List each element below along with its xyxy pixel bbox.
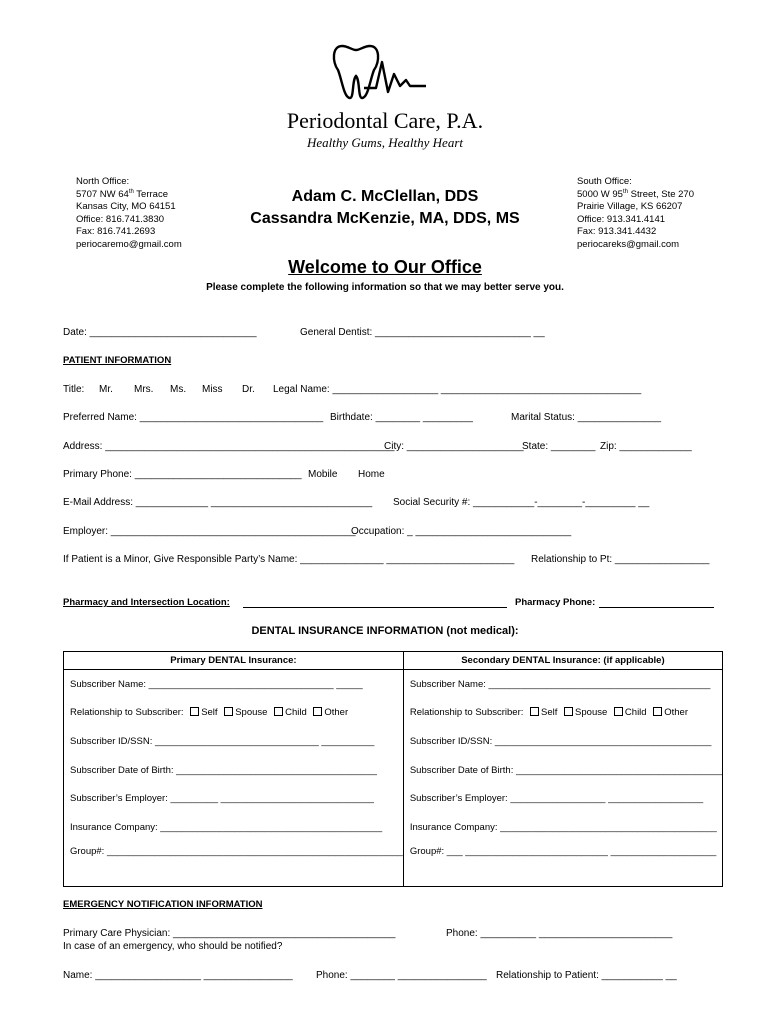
primary-phone-field[interactable]: Primary Phone: ______________________________ [63, 469, 302, 480]
address-field[interactable]: Address: ____________________________________________________ [63, 441, 395, 452]
option-label: Child [285, 707, 307, 719]
preferred-name-field[interactable]: Preferred Name: _________________________________ [63, 412, 324, 423]
primary-relationship [64, 699, 404, 728]
checkbox[interactable] [653, 707, 662, 716]
table-row [64, 842, 723, 887]
title-option-miss[interactable]: Miss [202, 384, 223, 395]
checkbox[interactable] [313, 707, 322, 716]
checkbox[interactable] [564, 707, 573, 716]
phone-type-mobile[interactable]: Mobile [308, 469, 338, 480]
pharmacy-phone-label: Pharmacy Phone: [515, 597, 596, 608]
primary-subscriber-dob[interactable]: Subscriber Date of Birth: ______________________________________ [64, 756, 404, 785]
north-office-phone: Office: 816.741.3830 [76, 213, 165, 225]
tooth-heartbeat-logo [330, 40, 440, 104]
option-label: Other [324, 707, 349, 719]
option-label: Other [664, 707, 688, 719]
north-office-title: North Office: [76, 176, 130, 187]
title-label: Title: [63, 384, 85, 395]
south-office-phone: Office: 913.341.4141 [577, 213, 666, 225]
insurance-section-title: DENTAL INSURANCE INFORMATION (not medical): [251, 625, 519, 637]
email-field[interactable]: E-Mail Address: _____________ _____________________________ [63, 497, 373, 508]
primary-subscriber-employer[interactable]: Subscriber’s Employer: _________ _____________________________ [64, 784, 404, 813]
option-label: Child [624, 707, 647, 719]
primary-subscriber-name[interactable]: Subscriber Name: ___________________________________ _____ [64, 670, 404, 699]
table-row [64, 756, 723, 785]
north-office-address2: Kansas City, MO 64151 [76, 201, 176, 213]
emergency-heading: EMERGENCY NOTIFICATION INFORMATION [63, 899, 263, 910]
emergency-contact-phone-field[interactable]: Phone: ________ ________________ [316, 970, 487, 981]
south-office-fax: Fax: 913.341.4432 [577, 226, 657, 238]
date-field[interactable]: Date: ______________________________ [63, 327, 257, 338]
pharmacy-location-line[interactable] [243, 607, 507, 608]
title-option-dr[interactable]: Dr. [242, 384, 255, 395]
table-row [64, 670, 723, 699]
table-row [64, 813, 723, 842]
option-label: Spouse [235, 707, 268, 719]
secondary-subscriber-dob[interactable]: Subscriber Date of Birth: _______________________________________ [403, 756, 722, 785]
legal-name-field[interactable]: Legal Name: ___________________ ____________________________________ [273, 384, 642, 395]
relationship-to-pt-field[interactable]: Relationship to Pt: _________________ [531, 554, 710, 565]
welcome-subtitle: Please complete the following information so that we may better serve you. [206, 282, 564, 293]
birthdate-field[interactable]: Birthdate: ________ _________ [330, 412, 473, 423]
practice-name: Periodontal Care, P.A. [286, 108, 484, 133]
primary-insurance-header: Primary DENTAL Insurance: [64, 652, 404, 670]
employer-field[interactable]: Employer: ____________________________________________ [63, 526, 356, 537]
physician-phone-field[interactable]: Phone: __________ ________________________ [446, 928, 673, 939]
primary-care-physician-field[interactable]: Primary Care Physician: ________________________________________ [63, 928, 396, 939]
secondary-subscriber-name[interactable]: Subscriber Name: __________________________________________ [403, 670, 722, 699]
table-row [64, 699, 723, 728]
north-office-address1: 5707 NW 64th Terrace [76, 188, 168, 200]
checkbox[interactable] [614, 707, 623, 716]
south-office-title: South Office: [577, 176, 632, 187]
south-office-address1: 5000 W 95th Street, Ste 270 [577, 188, 694, 200]
checkbox[interactable] [190, 707, 199, 716]
ssn-field[interactable]: Social Security #: ___________-________-_________ __ [393, 497, 650, 508]
zip-field[interactable]: Zip: _____________ [600, 441, 692, 452]
doctor-name: Adam C. McClellan, DDS [291, 188, 479, 205]
primary-group-number[interactable]: Group#: ________________________________________________________ [64, 842, 404, 887]
south-office-email: periocareks@gmail.com [577, 238, 680, 250]
table-row [64, 727, 723, 756]
doctor-name: Cassandra McKenzie, MA, DDS, MS [250, 210, 520, 227]
north-office-fax: Fax: 816.741.2693 [76, 226, 156, 238]
emergency-relationship-field[interactable]: Relationship to Patient: ___________ __ [496, 970, 677, 981]
welcome-title: Welcome to Our Office [288, 257, 482, 277]
primary-subscriber-id[interactable]: Subscriber ID/SSN: _______________________________ __________ [64, 727, 404, 756]
north-office-email: periocaremo@gmail.com [76, 238, 182, 250]
emergency-contact-name-field[interactable]: Name: ___________________ ________________ [63, 970, 293, 981]
general-dentist-field[interactable]: General Dentist: ____________________________ __ [300, 327, 545, 338]
option-label: Spouse [575, 707, 608, 719]
primary-insurance-company[interactable]: Insurance Company: __________________________________________ [64, 813, 404, 842]
occupation-field[interactable]: Occupation: _ ____________________________ [351, 526, 572, 537]
option-label: Self [541, 707, 558, 719]
pharmacy-phone-line[interactable] [599, 607, 714, 608]
secondary-group-number[interactable]: Group#: ___ ___________________________ ____________________ [403, 842, 722, 887]
secondary-insurance-header: Secondary DENTAL Insurance: (if applicable) [403, 652, 722, 670]
insurance-table [63, 651, 723, 887]
option-label: Self [201, 707, 218, 719]
secondary-subscriber-id[interactable]: Subscriber ID/SSN: _________________________________________ [403, 727, 722, 756]
emergency-question: In case of an emergency, who should be notified? [63, 941, 283, 952]
phone-type-home[interactable]: Home [358, 469, 385, 480]
city-field[interactable]: City: _____________________ [384, 441, 524, 452]
south-office-block [577, 176, 694, 252]
title-option-mr[interactable]: Mr. [99, 384, 113, 395]
table-row [64, 784, 723, 813]
checkbox[interactable] [224, 707, 233, 716]
responsible-party-field[interactable]: If Patient is a Minor, Give Responsible Party’s Name: _______________ _______________________ [63, 554, 515, 565]
checkbox[interactable] [274, 707, 283, 716]
patient-info-heading: PATIENT INFORMATION [63, 355, 172, 366]
state-field[interactable]: State: ________ [522, 441, 596, 452]
marital-status-field[interactable]: Marital Status: _______________ [511, 412, 662, 423]
title-option-mrs[interactable]: Mrs. [134, 384, 154, 395]
insurance-header-row [64, 652, 723, 670]
pharmacy-location-label: Pharmacy and Intersection Location: [63, 597, 230, 608]
secondary-insurance-company[interactable]: Insurance Company: _________________________________________ [403, 813, 722, 842]
secondary-relationship [403, 699, 722, 728]
secondary-relationship-label: Relationship to Subscriber: [409, 707, 524, 719]
checkbox[interactable] [530, 707, 539, 716]
primary-relationship-label: Relationship to Subscriber: [70, 707, 184, 719]
practice-tagline: Healthy Gums, Healthy Heart [307, 135, 463, 150]
south-office-address2: Prairie Village, KS 66207 [577, 201, 683, 213]
secondary-subscriber-employer[interactable]: Subscriber’s Employer: __________________ __________________ [403, 784, 722, 813]
title-option-ms[interactable]: Ms. [170, 384, 187, 395]
